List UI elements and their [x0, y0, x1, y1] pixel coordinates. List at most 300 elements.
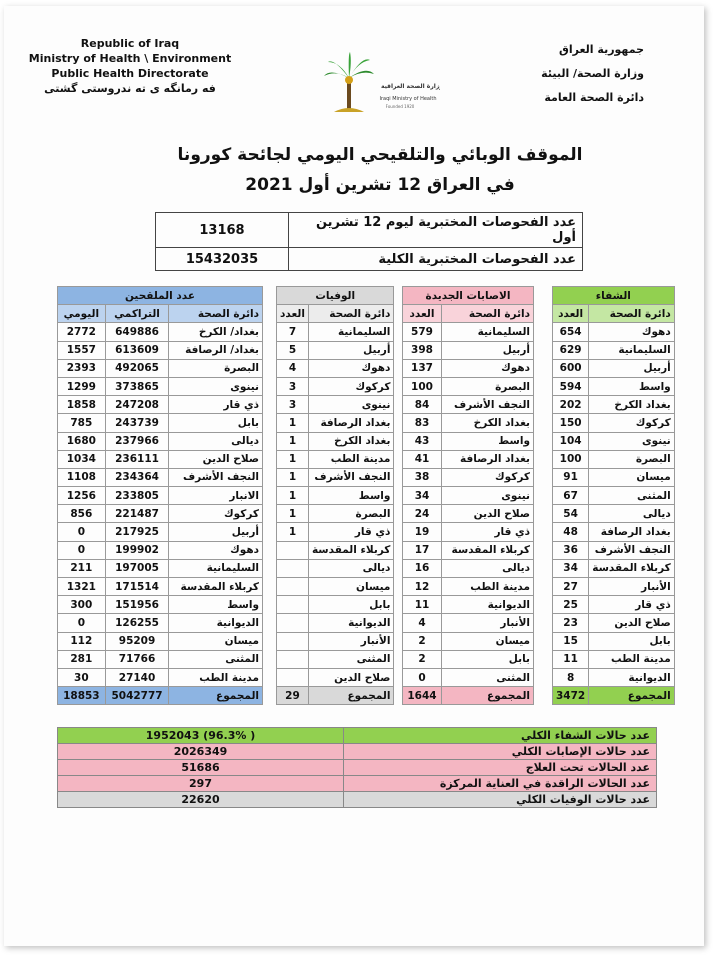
vaccinated-row	[58, 650, 263, 668]
vaccinated-total-cumulative: 5042777	[105, 687, 169, 705]
new-cases-count: 11	[403, 596, 442, 614]
new-cases-count: 2	[403, 650, 442, 668]
vaccinated-daily: 1108	[58, 468, 106, 486]
vaccinated-daily: 1557	[58, 341, 106, 359]
vaccinated-place: الانبار	[169, 487, 263, 505]
new-cases-row	[403, 668, 534, 686]
vaccinated-daily: 1034	[58, 450, 106, 468]
deaths-place: الأنبار	[308, 632, 393, 650]
new-cases-row	[403, 505, 534, 523]
vaccinated-row	[58, 505, 263, 523]
vaccinated-row	[58, 596, 263, 614]
new-cases-row	[403, 432, 534, 450]
recovered-row	[553, 559, 675, 577]
summary-row	[58, 728, 657, 744]
recovered-row	[553, 487, 675, 505]
deaths-row	[277, 468, 394, 486]
header-en-line: Republic of Iraq	[80, 37, 180, 50]
new-cases-row	[403, 487, 534, 505]
recovered-place: صلاح الدين	[589, 614, 674, 632]
new-cases-place: الديوانية	[442, 596, 534, 614]
new-cases-place: كركوك	[442, 468, 534, 486]
vaccinated-place: بغداد/ الكرخ	[169, 323, 263, 341]
vaccinated-row	[58, 468, 263, 486]
recovered-row	[553, 596, 675, 614]
vaccinated-cumulative: 243739	[105, 414, 169, 432]
vaccinated-place: مدينة الطب	[169, 668, 263, 686]
vaccinated-daily: 0	[58, 523, 106, 541]
header-en-line: Ministry of Health \ Environment	[28, 52, 232, 65]
deaths-place: دهوك	[308, 359, 393, 377]
deaths-row	[277, 559, 394, 577]
recovered-place: الأنبار	[589, 578, 674, 596]
deaths-row	[277, 614, 394, 632]
vaccinated-place: بابل	[169, 414, 263, 432]
deaths-row	[277, 668, 394, 686]
vaccinated-cumulative: 151956	[105, 596, 169, 614]
deaths-row	[277, 650, 394, 668]
vaccinated-cumulative: 492065	[105, 359, 169, 377]
recovered-heading: الشفاء	[553, 287, 675, 305]
recovered-count: 36	[553, 541, 589, 559]
summary-row	[58, 776, 657, 792]
recovered-count: 91	[553, 468, 589, 486]
new-cases-place: ذي قار	[442, 523, 534, 541]
deaths-place: كركوك	[308, 377, 393, 395]
recovered-place: بابل	[589, 632, 674, 650]
tests-daily-label: عدد الفحوصات المختبرية ليوم 12 تشرين أول	[289, 213, 583, 248]
vaccinated-row	[58, 614, 263, 632]
deaths-row	[277, 596, 394, 614]
vaccinated-row	[58, 432, 263, 450]
recovered-count: 67	[553, 487, 589, 505]
vaccinated-row	[58, 487, 263, 505]
recovered-total-label: المجموع	[589, 687, 674, 705]
vaccinated-place: صلاح الدين	[169, 450, 263, 468]
new-cases-count: 0	[403, 668, 442, 686]
recovered-col-place: دائرة الصحة	[589, 305, 674, 323]
vaccinated-place: المثنى	[169, 650, 263, 668]
recovered-count: 150	[553, 414, 589, 432]
deaths-count: 4	[277, 359, 309, 377]
new-cases-count: 19	[403, 523, 442, 541]
vaccinated-cumulative: 126255	[105, 614, 169, 632]
new-cases-total-label: المجموع	[442, 687, 534, 705]
new-cases-count: 16	[403, 559, 442, 577]
vaccinated-cumulative: 221487	[105, 505, 169, 523]
vaccinated-cumulative: 199902	[105, 541, 169, 559]
new-cases-total-value: 1644	[403, 687, 442, 705]
summary-row	[58, 760, 657, 776]
svg-text:وزارة الصحة العراقية: وزارة الصحة العراقية	[380, 83, 440, 90]
new-cases-place: ميسان	[442, 632, 534, 650]
new-cases-place: واسط	[442, 432, 534, 450]
new-cases-count: 41	[403, 450, 442, 468]
recovered-row	[553, 541, 675, 559]
vaccinated-col-place: دائرة الصحة	[169, 305, 263, 323]
recovered-count: 104	[553, 432, 589, 450]
recovered-place: مدينة الطب	[589, 650, 674, 668]
vaccinated-row	[58, 668, 263, 686]
vaccinated-daily: 1680	[58, 432, 106, 450]
recovered-count: 48	[553, 523, 589, 541]
vaccinated-cumulative: 649886	[105, 323, 169, 341]
recovered-row	[553, 505, 675, 523]
deaths-place: ميسان	[308, 578, 393, 596]
vaccinated-cumulative: 237966	[105, 432, 169, 450]
vaccinated-cumulative: 247208	[105, 396, 169, 414]
deaths-count	[277, 559, 309, 577]
new-cases-row	[403, 323, 534, 341]
summary-row	[58, 792, 657, 808]
deaths-count: 5	[277, 341, 309, 359]
vaccinated-place: أربيل	[169, 523, 263, 541]
vaccinated-cumulative: 27140	[105, 668, 169, 686]
new-cases-place: بغداد الرصافة	[442, 450, 534, 468]
recovered-place: النجف الأشرف	[589, 541, 674, 559]
new-cases-place: الأنبار	[442, 614, 534, 632]
tests-box	[155, 212, 583, 271]
new-cases-place: مدينة الطب	[442, 578, 534, 596]
deaths-row	[277, 450, 394, 468]
recovered-count: 100	[553, 450, 589, 468]
recovered-count: 34	[553, 559, 589, 577]
deaths-heading: الوفيات	[277, 287, 394, 305]
page-title	[150, 140, 610, 200]
new-cases-count: 100	[403, 377, 442, 395]
recovered-row	[553, 578, 675, 596]
vaccinated-cumulative: 95209	[105, 632, 169, 650]
new-cases-row	[403, 414, 534, 432]
summary-value: 22620	[58, 792, 344, 808]
deaths-count: 7	[277, 323, 309, 341]
deaths-col-place: دائرة الصحة	[308, 305, 393, 323]
deaths-count: 1	[277, 523, 309, 541]
deaths-place: البصرة	[308, 505, 393, 523]
deaths-row	[277, 359, 394, 377]
header-ar-line: وزارة الصحة/ البيئة	[541, 67, 644, 80]
vaccinated-col-cumulative: التراكمي	[105, 305, 169, 323]
new-cases-row	[403, 632, 534, 650]
deaths-place: مدينة الطب	[308, 450, 393, 468]
summary-label: عدد حالات الشفاء الكلي	[344, 728, 657, 744]
recovered-place: أربيل	[589, 359, 674, 377]
vaccinated-place: ميسان	[169, 632, 263, 650]
vaccinated-daily: 211	[58, 559, 106, 577]
recovered-count: 15	[553, 632, 589, 650]
new-cases-place: كربلاء المقدسة	[442, 541, 534, 559]
recovered-place: الديوانية	[589, 668, 674, 686]
vaccinated-daily: 30	[58, 668, 106, 686]
recovered-count: 600	[553, 359, 589, 377]
deaths-row	[277, 632, 394, 650]
new-cases-count: 579	[403, 323, 442, 341]
recovered-count: 23	[553, 614, 589, 632]
svg-text:Iraqi Ministry of Health: Iraqi Ministry of Health	[379, 96, 437, 102]
tests-total-value: 15432035	[156, 248, 289, 271]
vaccinated-daily: 785	[58, 414, 106, 432]
summary-row	[58, 744, 657, 760]
vaccinated-place: ديالى	[169, 432, 263, 450]
new-cases-table	[402, 286, 534, 705]
header-ar-line: جمهورية العراق	[559, 43, 644, 56]
deaths-count	[277, 614, 309, 632]
deaths-count	[277, 596, 309, 614]
deaths-count	[277, 541, 309, 559]
vaccinated-daily: 1321	[58, 578, 106, 596]
deaths-total-value: 29	[277, 687, 309, 705]
tests-daily-row	[156, 213, 583, 248]
new-cases-heading: الاصابات الجديدة	[403, 287, 534, 305]
vaccinated-row	[58, 323, 263, 341]
vaccinated-total-daily: 18853	[58, 687, 106, 705]
new-cases-count: 137	[403, 359, 442, 377]
new-cases-row	[403, 614, 534, 632]
recovered-row	[553, 359, 675, 377]
ministry-logo	[320, 50, 440, 120]
vaccinated-cumulative: 171514	[105, 578, 169, 596]
header-arabic	[494, 38, 644, 110]
deaths-count: 1	[277, 450, 309, 468]
vaccinated-row	[58, 541, 263, 559]
new-cases-row	[403, 341, 534, 359]
vaccinated-place: كركوك	[169, 505, 263, 523]
deaths-row	[277, 432, 394, 450]
header-kurdish-line: فه رمانگه ی ته ندروستی گشتی	[44, 82, 216, 95]
recovered-row	[553, 396, 675, 414]
recovered-count: 8	[553, 668, 589, 686]
vaccinated-place: كربلاء المقدسة	[169, 578, 263, 596]
vaccinated-heading: عدد الملقحين	[58, 287, 263, 305]
vaccinated-row	[58, 396, 263, 414]
deaths-count: 1	[277, 505, 309, 523]
vaccinated-row	[58, 578, 263, 596]
deaths-place: ذي قار	[308, 523, 393, 541]
vaccinated-daily: 1256	[58, 487, 106, 505]
new-cases-row	[403, 377, 534, 395]
summary-label: عدد حالات الوفيات الكلي	[344, 792, 657, 808]
recovered-place: بغداد الكرخ	[589, 396, 674, 414]
recovered-row	[553, 450, 675, 468]
recovered-row	[553, 377, 675, 395]
new-cases-count: 398	[403, 341, 442, 359]
new-cases-count: 4	[403, 614, 442, 632]
new-cases-col-count: العدد	[403, 305, 442, 323]
new-cases-row	[403, 359, 534, 377]
deaths-place: الديوانية	[308, 614, 393, 632]
recovered-row	[553, 323, 675, 341]
title-line-1: الموقف الوبائي والتلقيحي اليومي لجائحة كورونا	[177, 145, 583, 165]
recovered-row	[553, 614, 675, 632]
new-cases-row	[403, 650, 534, 668]
recovered-count: 629	[553, 341, 589, 359]
deaths-place: واسط	[308, 487, 393, 505]
vaccinated-table	[57, 286, 263, 705]
new-cases-row	[403, 396, 534, 414]
new-cases-count: 34	[403, 487, 442, 505]
new-cases-row	[403, 559, 534, 577]
new-cases-row	[403, 468, 534, 486]
vaccinated-cumulative: 71766	[105, 650, 169, 668]
summary-value: 297	[58, 776, 344, 792]
summary-value: 51686	[58, 760, 344, 776]
vaccinated-cumulative: 373865	[105, 377, 169, 395]
deaths-row	[277, 414, 394, 432]
deaths-place: المثنى	[308, 650, 393, 668]
vaccinated-place: البصرة	[169, 359, 263, 377]
vaccinated-place: ذي قار	[169, 396, 263, 414]
vaccinated-row	[58, 559, 263, 577]
recovered-count: 54	[553, 505, 589, 523]
new-cases-count: 84	[403, 396, 442, 414]
new-cases-row	[403, 541, 534, 559]
vaccinated-daily: 300	[58, 596, 106, 614]
recovered-place: ديالى	[589, 505, 674, 523]
new-cases-place: البصرة	[442, 377, 534, 395]
vaccinated-daily: 0	[58, 541, 106, 559]
vaccinated-col-daily: اليومي	[58, 305, 106, 323]
header-english	[25, 36, 235, 96]
recovered-row	[553, 468, 675, 486]
vaccinated-cumulative: 197005	[105, 559, 169, 577]
recovered-count: 202	[553, 396, 589, 414]
vaccinated-daily: 0	[58, 614, 106, 632]
vaccinated-place: الديوانية	[169, 614, 263, 632]
deaths-total-label: المجموع	[308, 687, 393, 705]
summary-value: ( 96.3%) 1952043	[58, 728, 344, 744]
vaccinated-cumulative: 217925	[105, 523, 169, 541]
deaths-place: نينوى	[308, 396, 393, 414]
vaccinated-cumulative: 233805	[105, 487, 169, 505]
new-cases-row	[403, 523, 534, 541]
vaccinated-row	[58, 359, 263, 377]
recovered-row	[553, 650, 675, 668]
deaths-count	[277, 578, 309, 596]
recovered-table	[552, 286, 675, 705]
new-cases-place: ديالى	[442, 559, 534, 577]
recovered-place: واسط	[589, 377, 674, 395]
recovered-place: كربلاء المقدسة	[589, 559, 674, 577]
deaths-count	[277, 632, 309, 650]
deaths-count: 3	[277, 396, 309, 414]
tests-total-label: عدد الفحوصات المختبرية الكلية	[289, 248, 583, 271]
vaccinated-daily: 1858	[58, 396, 106, 414]
deaths-place: صلاح الدين	[308, 668, 393, 686]
new-cases-count: 83	[403, 414, 442, 432]
deaths-table	[276, 286, 394, 705]
recovered-place: ذي قار	[589, 596, 674, 614]
deaths-count: 1	[277, 432, 309, 450]
new-cases-place: دهوك	[442, 359, 534, 377]
deaths-place: بغداد الرصافة	[308, 414, 393, 432]
deaths-count: 3	[277, 377, 309, 395]
deaths-count	[277, 668, 309, 686]
new-cases-col-place: دائرة الصحة	[442, 305, 534, 323]
new-cases-count: 12	[403, 578, 442, 596]
deaths-row	[277, 505, 394, 523]
recovered-place: نينوى	[589, 432, 674, 450]
vaccinated-daily: 112	[58, 632, 106, 650]
new-cases-place: صلاح الدين	[442, 505, 534, 523]
summary-label: عدد الحالات الراقدة في العناية المركزة	[344, 776, 657, 792]
deaths-place: كربلاء المقدسة	[308, 541, 393, 559]
new-cases-place: نينوى	[442, 487, 534, 505]
vaccinated-cumulative: 236111	[105, 450, 169, 468]
vaccinated-daily: 2393	[58, 359, 106, 377]
deaths-place: ديالى	[308, 559, 393, 577]
deaths-count: 1	[277, 414, 309, 432]
new-cases-place: بابل	[442, 650, 534, 668]
recovered-count: 594	[553, 377, 589, 395]
title-line-2: في العراق 12 تشرين أول 2021	[245, 175, 515, 195]
recovered-place: ميسان	[589, 468, 674, 486]
vaccinated-place: دهوك	[169, 541, 263, 559]
recovered-row	[553, 432, 675, 450]
vaccinated-row	[58, 377, 263, 395]
summary-label: عدد الحالات تحت العلاج	[344, 760, 657, 776]
summary-value: 2026349	[58, 744, 344, 760]
new-cases-row	[403, 596, 534, 614]
recovered-place: المثنى	[589, 487, 674, 505]
palm-tree-icon	[324, 52, 374, 112]
recovered-row	[553, 632, 675, 650]
recovered-count: 654	[553, 323, 589, 341]
deaths-row	[277, 323, 394, 341]
tests-total-row	[156, 248, 583, 271]
new-cases-row	[403, 450, 534, 468]
deaths-row	[277, 487, 394, 505]
recovered-count: 27	[553, 578, 589, 596]
vaccinated-daily: 856	[58, 505, 106, 523]
summary-table	[57, 727, 657, 808]
deaths-row	[277, 541, 394, 559]
vaccinated-cumulative: 234364	[105, 468, 169, 486]
deaths-count	[277, 650, 309, 668]
vaccinated-daily: 2772	[58, 323, 106, 341]
new-cases-count: 2	[403, 632, 442, 650]
vaccinated-row	[58, 341, 263, 359]
vaccinated-daily: 1299	[58, 377, 106, 395]
deaths-row	[277, 341, 394, 359]
vaccinated-row	[58, 523, 263, 541]
tests-daily-value: 13168	[156, 213, 289, 248]
new-cases-place: السليمانية	[442, 323, 534, 341]
deaths-row	[277, 578, 394, 596]
deaths-place: أربيل	[308, 341, 393, 359]
recovered-count: 11	[553, 650, 589, 668]
recovered-row	[553, 523, 675, 541]
vaccinated-place: النجف الأشرف	[169, 468, 263, 486]
vaccinated-place: واسط	[169, 596, 263, 614]
recovered-total-value: 3472	[553, 687, 589, 705]
header-en-line: Public Health Directorate	[51, 67, 209, 80]
new-cases-count: 24	[403, 505, 442, 523]
vaccinated-cumulative: 613609	[105, 341, 169, 359]
deaths-count: 1	[277, 468, 309, 486]
deaths-count: 1	[277, 487, 309, 505]
new-cases-count: 17	[403, 541, 442, 559]
vaccinated-total-label: المجموع	[169, 687, 263, 705]
deaths-place: بابل	[308, 596, 393, 614]
vaccinated-place: نينوى	[169, 377, 263, 395]
recovered-count: 25	[553, 596, 589, 614]
new-cases-row	[403, 578, 534, 596]
deaths-row	[277, 523, 394, 541]
vaccinated-row	[58, 414, 263, 432]
vaccinated-place: بغداد/ الرصافة	[169, 341, 263, 359]
recovered-place: البصرة	[589, 450, 674, 468]
new-cases-place: أربيل	[442, 341, 534, 359]
